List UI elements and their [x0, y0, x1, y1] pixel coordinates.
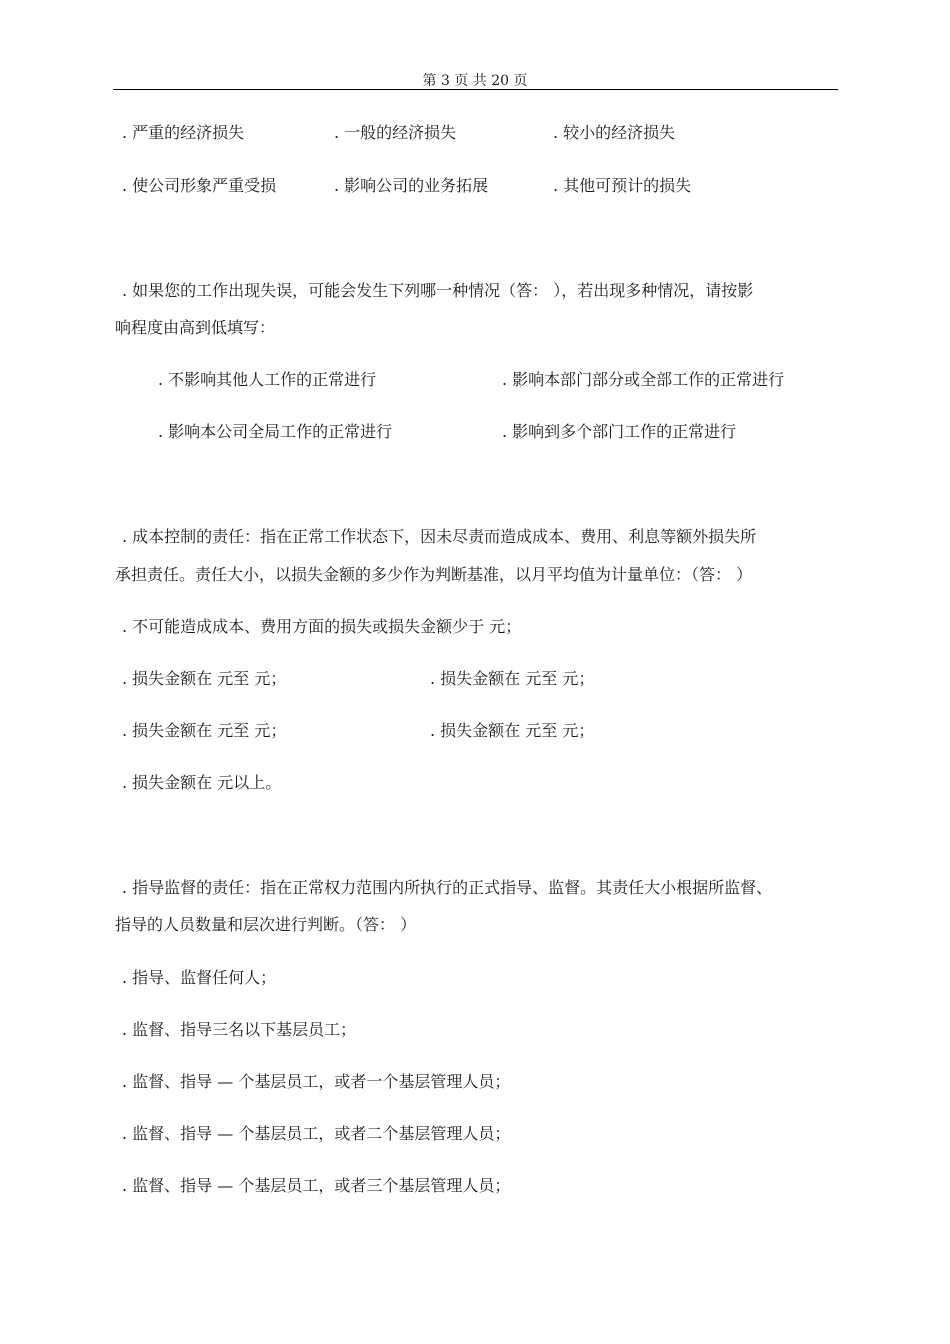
option-business-impact: . 影响公司的业务拓展: [334, 176, 489, 195]
option-cost-a: . 不可能造成成本、费用方面的损失或损失金额少于 元；: [122, 617, 522, 636]
option-general-loss: . 一般的经济损失: [334, 123, 457, 142]
option-impact-department: . 影响本部门部分或全部工作的正常进行: [502, 370, 785, 389]
option-other-loss: . 其他可预计的损失: [553, 176, 692, 195]
option-guide-c: . 监督、指导 — 个基层员工，或者一个基层管理人员；: [122, 1072, 511, 1091]
header-divider: [113, 89, 838, 90]
option-guide-d: . 监督、指导 — 个基层员工，或者二个基层管理人员；: [122, 1124, 511, 1143]
option-cost-d: . 损失金额在 元至 元；: [122, 721, 287, 740]
question-cost-line2: 承担责任。责任大小，以损失金额的多少作为判断基准，以月平均值为计量单位：（答： ）: [115, 565, 753, 584]
option-guide-b: . 监督、指导三名以下基层员工；: [122, 1020, 357, 1039]
question-guide-line1: . 指导监督的责任：指在正常权力范围内所执行的正式指导、监督。其责任大小根据所监督、: [122, 878, 773, 897]
option-guide-e: . 监督、指导 — 个基层员工，或者三个基层管理人员；: [122, 1176, 511, 1195]
question-error-line1: . 如果您的工作出现失误，可能会发生下列哪一种情况（答： ），若出现多种情况，请按影: [122, 281, 754, 300]
option-image-damage: . 使公司形象严重受损: [122, 176, 277, 195]
option-impact-multi-dept: . 影响到多个部门工作的正常进行: [502, 422, 737, 441]
question-cost-line1: . 成本控制的责任：指在正常工作状态下，因未尽责而造成成本、费用、利息等额外损失所: [122, 527, 757, 546]
option-cost-f: . 损失金额在 元以上。: [122, 773, 282, 792]
option-severe-loss: . 严重的经济损失: [122, 123, 245, 142]
page-header: 第 3 页 共 20 页: [422, 73, 528, 89]
question-error-line2: 响程度由高到低填写：: [115, 318, 276, 337]
question-guide-line2: 指导的人员数量和层次进行判断。（答： ）: [115, 915, 417, 934]
option-cost-c: . 损失金额在 元至 元；: [430, 669, 595, 688]
option-minor-loss: . 较小的经济损失: [553, 123, 676, 142]
option-guide-a: . 指导、监督任何人；: [122, 968, 277, 987]
option-cost-e: . 损失金额在 元至 元；: [430, 721, 595, 740]
option-impact-company: . 影响本公司全局工作的正常进行: [158, 422, 393, 441]
option-no-impact-others: . 不影响其他人工作的正常进行: [158, 370, 377, 389]
option-cost-b: . 损失金额在 元至 元；: [122, 669, 287, 688]
